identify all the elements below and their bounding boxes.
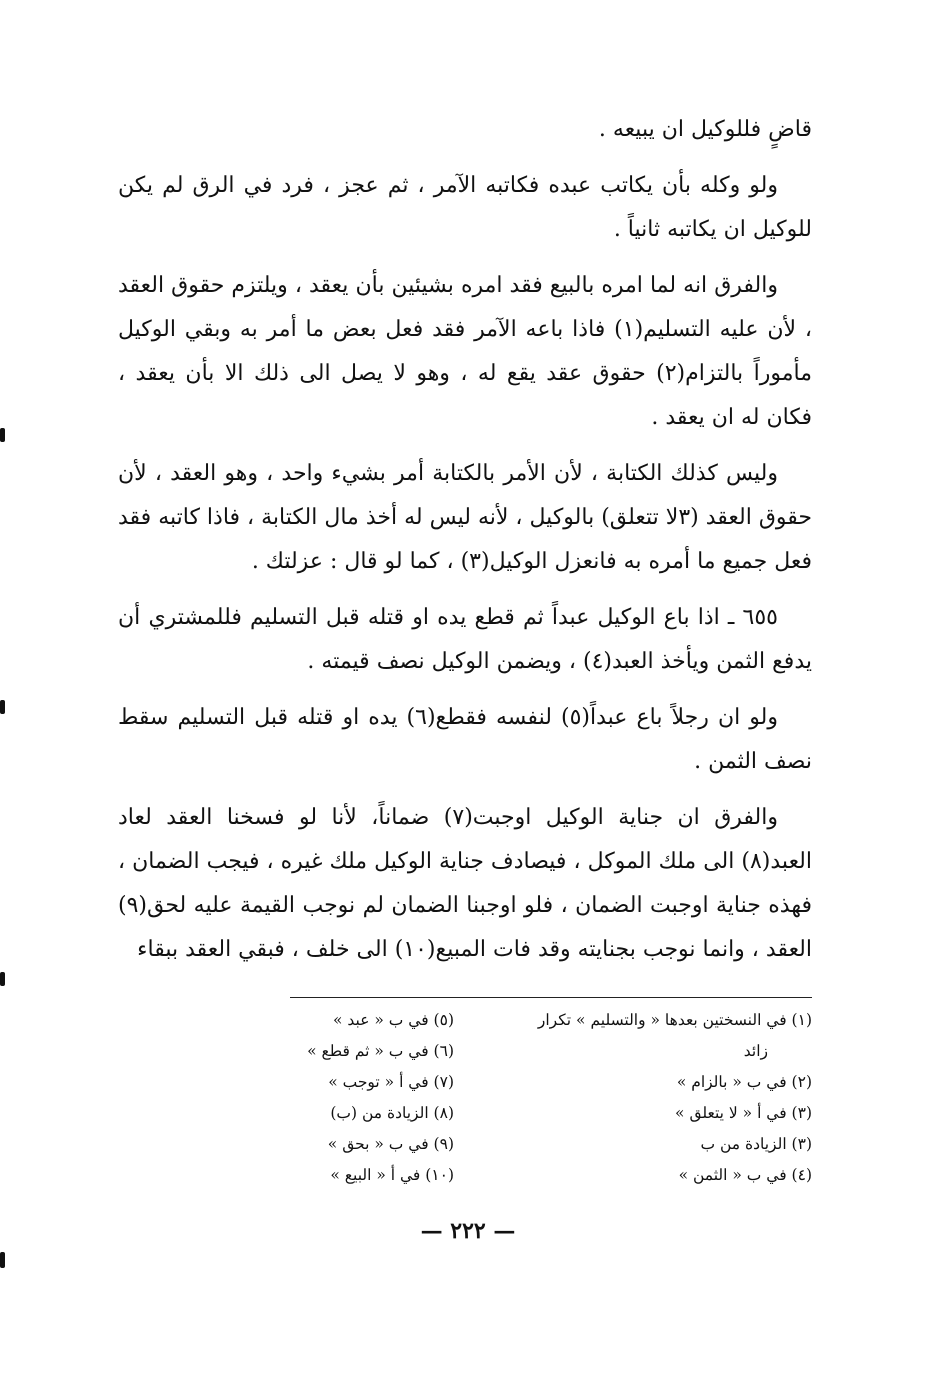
paragraph-4: وليس كذلك الكتابة ، لأن الأمر بالكتابة أمر بشيء واحد ، وهو العقد ، لأن حقوق العقد (٣لا تتعلق) بالوكيل ، لأنه ليس له أخذ مال الكتابة ، فاذا كاتبه فقد فعل جميع ما أمره به فانعزل الوكيل(٣) ، كما لو قال : عزلتك . [118,461,813,574]
paragraph-5: ٦٥٥ ـ اذا باع الوكيل عبداً ثم قطع يده او قتله قبل التسليم فللمشتري أن يدفع الثمن ويأخذ العبد(٤) ، ويضمن الوكيل نصف قيمته . [118,605,812,674]
paragraph-7: والفرق ان جناية الوكيل اوجبت(٧) ضماناً، لأنا لو فسخنا العقد لعاد العبد(٨) الى ملك الموكل ، فيصادف جناية الوكيل ملك غيره ، فيجب الضمان ، فهذه جناية اوجبت الضمان ، فلو اوجبنا الضمان لم نوجب القيمة عليه لحق(٩) العقد ، وانما نوجب بجنايته وقد فات المبيع(١٠) الى خلف ، فبقي العقد ببقاء [118,805,812,962]
footnote: (٥) في ب « عبد » [332,1011,454,1029]
footnote-divider [290,997,812,998]
paragraph-6: ولو ان رجلاً باع عبداً(٥) لنفسه فقطع(٦) يده او قتله قبل التسليم سقط نصف الثمن . [118,705,812,774]
footnote: (٣) في أ « لا يتعلق » [675,1104,812,1122]
paragraph-2: ولو وكله بأن يكاتب عبده فكاتبه الآمر ، ثم عجز ، فرد في الرق لم يكن للوكيل ان يكاتبه ثانياً . [118,173,812,242]
scan-edge-mark [0,972,5,986]
footnotes-right-column [494,1005,812,1191]
paragraph-1: قاضٍ فللوكيل ان يبيعه . [598,117,812,142]
footnote: (٤) في ب « الثمن » [678,1166,812,1184]
body-text [118,108,812,984]
footnote: (١٠) في أ « البيع » [330,1166,454,1184]
footnote-continuation: زائد [743,1042,768,1060]
footnotes-left-column [262,1005,454,1191]
scan-edge-mark [0,700,5,714]
footnote: (١) في النسختين بعدها « والتسليم » تكرار [537,1011,812,1029]
footnote: (٨) الزيادة من (ب) [330,1104,454,1122]
footnote: (٩) في ب « بحق » [327,1135,454,1153]
scan-edge-mark [0,1252,5,1268]
scan-edge-mark [0,428,5,442]
footnote: (٢) في ب « بالزام » [676,1073,812,1091]
footnote: (٦) في ب « ثم قطع » [307,1042,454,1060]
paragraph-3: والفرق انه لما امره بالبيع فقد امره بشيئين بأن يعقد ، ويلتزم حقوق العقد ، لأن عليه التسليم(١) فاذا باعه الآمر فقد فعل بعض ما أمر به وبقي الوكيل مأموراً بالتزام(٢) حقوق عقد يقع له ، وهو لا يصل الى ذلك الا بأن يعقد ، فكان له ان يعقد . [118,273,813,430]
footnote: (٣) الزيادة من ب [700,1135,812,1153]
footnote: (٧) في أ « توجب » [328,1073,454,1091]
page-number: — ٢٢٢ — [420,1218,516,1244]
